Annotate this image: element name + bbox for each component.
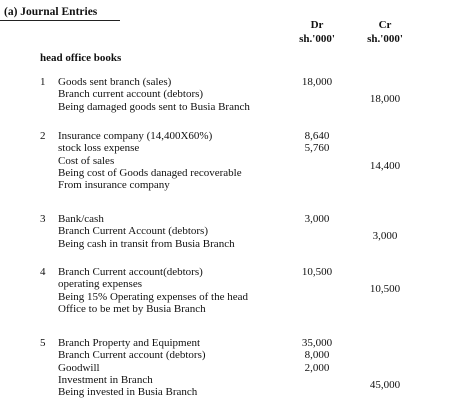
debit-amount: 35,000 [301, 337, 333, 349]
entry-line-text: From insurance company [58, 179, 170, 192]
credit-amount: 10,500 [369, 283, 401, 296]
entry-line-text: Branch Current account(debtors) [58, 266, 203, 278]
entry-line-text: Being cash in transit from Busia Branch [58, 237, 235, 250]
entry-line-text: Goods sent branch (sales) [58, 76, 172, 88]
entry-line-text: Goodwill [58, 361, 100, 374]
debit-amount: 8,000 [304, 349, 330, 362]
cr-header: Cr [378, 19, 392, 31]
entry-line-text: Being damaged goods sent to Busia Branch [58, 100, 250, 113]
entry-number: 5 [40, 337, 46, 349]
debit-amount: 18,000 [301, 76, 333, 88]
entry-line-text: Bank/cash [58, 213, 104, 225]
entry-line-text: Office to be met by Busia Branch [58, 302, 206, 315]
cr-unit-header: sh.'000' [367, 33, 403, 45]
entry-line-text: Cost of sales [58, 154, 115, 167]
debit-amount: 5,760 [304, 142, 330, 155]
document-title: (a) Journal Entries [4, 6, 98, 18]
debit-amount: 3,000 [304, 213, 330, 225]
entry-number: 3 [40, 213, 46, 225]
entry-line-text: Branch Property and Equipment [58, 337, 201, 349]
credit-amount: 14,400 [369, 159, 401, 172]
entry-line-text: Being 15% Operating expenses of the head [58, 290, 248, 303]
title-underline [0, 20, 120, 21]
entry-line-text: Being invested in Busia Branch [58, 386, 198, 399]
credit-amount: 18,000 [369, 93, 401, 106]
entry-line-text: Being cost of Goods danaged recoverable [58, 166, 242, 179]
credit-amount: 45,000 [369, 378, 401, 391]
entry-number: 2 [40, 130, 46, 142]
section-heading: head office books [40, 52, 122, 64]
entry-line-text: Branch current account (debtors) [58, 88, 204, 101]
entry-number: 1 [40, 76, 46, 88]
credit-amount: 3,000 [372, 230, 398, 243]
entry-line-text: stock loss expense [58, 142, 140, 155]
debit-amount: 2,000 [304, 361, 330, 374]
dr-unit-header: sh.'000' [299, 33, 335, 45]
debit-amount: 8,640 [304, 130, 330, 142]
entry-line-text: Branch Current Account (debtors) [58, 225, 208, 238]
debit-amount: 10,500 [301, 266, 333, 278]
entry-line-text: Insurance company (14,400X60%) [58, 130, 213, 142]
entry-line-text: Branch Current account (debtors) [58, 349, 206, 362]
entry-number: 4 [40, 266, 46, 278]
dr-header: Dr [310, 19, 324, 31]
entry-line-text: operating expenses [58, 278, 142, 291]
entry-line-text: Investment in Branch [58, 373, 153, 386]
